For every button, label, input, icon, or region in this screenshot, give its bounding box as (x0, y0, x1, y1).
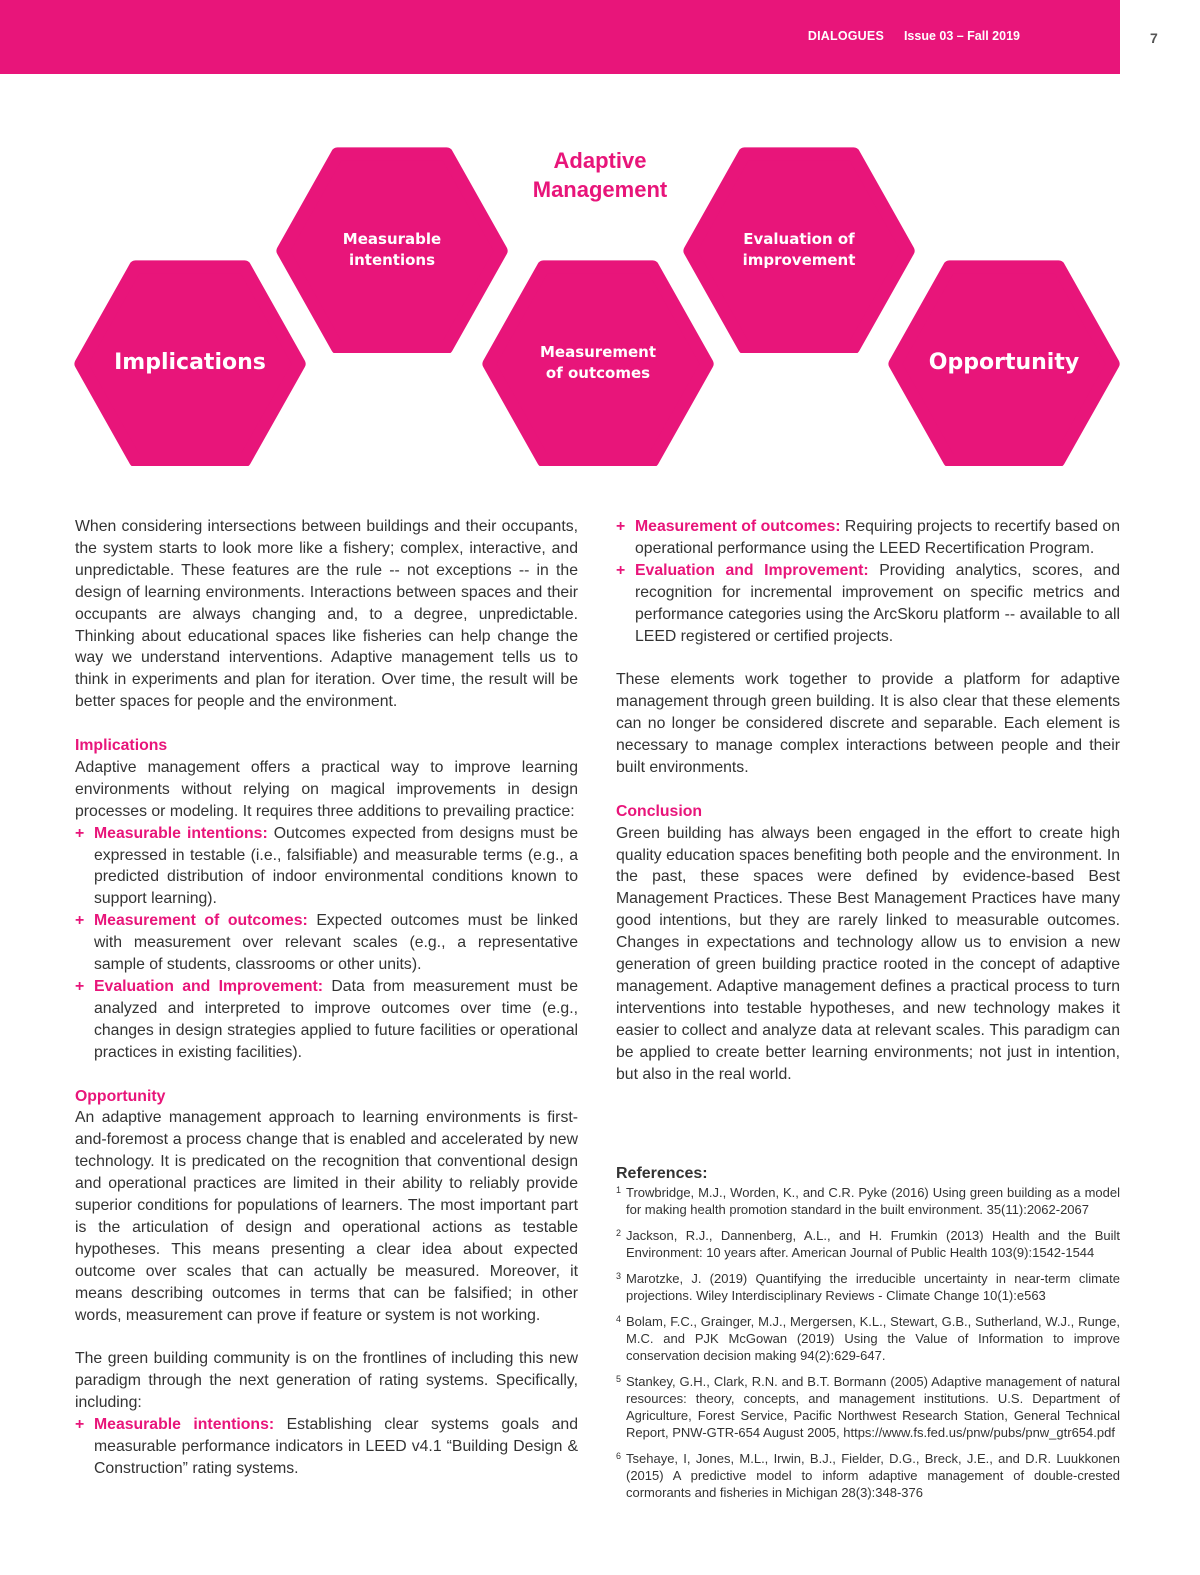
bullet-text: Outcomes expected from designs must be expressed in testable (i.e., falsifiable) and measurable terms (e.g., a predicted distribution of indoor environmental conditions known to support learning). (94, 824, 579, 908)
reference-text: Tsehaye, I, Jones, M.L., Irwin, B.J., Fielder, D.G., Breck, J.E., and D.R. Luukkonen (2015) A predictive model to inform adaptive management of double-crested cormorants and fisheries in Michigan 28(3):348-376 (626, 1451, 1120, 1500)
bullet-text: Expected outcomes must be linked with measurement over relevant scales (e.g., a representative sample of students, classrooms or other units). (94, 912, 578, 974)
issue-label: Issue 03 – Fall 2019 (903, 29, 1020, 43)
bullet-term: Evaluation and Improvement: (635, 561, 869, 579)
reference-text: Marotzke, J. (2019) Quantifying the irreducible uncertainty in near-term climate projections. Wiley Interdisciplinary Reviews - Climate Change 10(1):e563 (626, 1271, 1120, 1303)
bullet-term: Evaluation and Improvement: (94, 978, 324, 996)
reference-number: 2 (616, 1228, 622, 1238)
bullet-term: Measurable intentions: (94, 824, 268, 842)
reference-text: Stankey, G.H., Clark, R.N. and B.T. Bormann (2005) Adaptive management of natural resources: theory, concepts, and management institutions. U.S. Department of Agriculture, Forest Service, Pacific Northwest Research Station, General Technical Report, PNW-GTR-654 August 2005, https://www.fs.fed.us/pnw/pubs/pnw_gtr654.pdf (626, 1374, 1120, 1440)
hexagon-label: Opportunity (928, 350, 1080, 375)
bullet-text: Establishing clear systems goals and measurable performance indicators in LEED v4.1 “Building Design & Construction” rating systems. (94, 1416, 578, 1477)
plus-icon: + (75, 978, 85, 996)
list-item (75, 976, 578, 1064)
list-item (75, 823, 578, 911)
list-item (616, 516, 1120, 560)
bullet-term: Measurement of outcomes: (94, 912, 308, 930)
opportunity-heading: Opportunity (75, 1087, 166, 1105)
reference-number: 6 (616, 1451, 622, 1461)
plus-icon: + (616, 561, 626, 579)
bullet-text: Requiring projects to recertify based on operational performance using the LEED Recertification Program. (635, 518, 1120, 557)
plus-icon: + (75, 912, 85, 930)
reference-number: 4 (616, 1314, 622, 1324)
conclusion-heading: Conclusion (616, 802, 703, 820)
reference-number: 5 (616, 1374, 622, 1384)
bullet-term: Measurable intentions: (94, 1416, 275, 1434)
reference-item (616, 1227, 1120, 1261)
plus-icon: + (75, 1416, 85, 1434)
bullet-text: Providing analytics, scores, and recognition for incremental improvement on specific metrics and performance categories using the ArcSkoru platform -- available to all LEED registered or certified projects. (635, 561, 1120, 645)
references-title: References: (616, 1165, 708, 1182)
hexagon-label: Measurable intentions (342, 230, 442, 269)
reference-number: 1 (616, 1185, 622, 1195)
plus-icon: + (616, 518, 626, 535)
reference-text: Jackson, R.J., Dannenberg, A.L., and H. Frumkin (2013) Health and the Built Environment: 10 years after. American Journal of Public Health 103(9):1542-1544 (626, 1228, 1120, 1260)
reference-item (616, 1270, 1120, 1304)
publication-name: DIALOGUES (807, 29, 884, 43)
reference-item (616, 1373, 1120, 1441)
plus-icon: + (75, 824, 85, 842)
hexagon-evaluation-of-improvement (683, 147, 915, 353)
list-item (75, 1414, 578, 1480)
intro-paragraph: When considering intersections between buildings and their occupants, the system starts to look more like a fishery; complex, interactive, and unpredictable. These features are the rule -- not exceptions -- in the design of learning environments. Interactions between spaces and their occupants are always changing and, to a degree, unpredictable. Thinking about educational spaces like fisheries can help change the way we understand interventions. Adaptive management tells us to think in experiments and plan for iteration. Over time, the result will be better spaces for people and the environment. (75, 518, 578, 711)
hexagon-measurable-intentions (276, 147, 508, 353)
bullet-term: Measurement of outcomes: (635, 518, 841, 535)
list-item (75, 910, 578, 976)
reference-text: Trowbridge, M.J., Worden, K., and C.R. Pyke (2016) Using green building as a model for making health promotion standard in the built environment. 35(11):2062-2067 (626, 1185, 1120, 1217)
references-section (616, 1165, 1120, 1510)
reference-number: 3 (616, 1271, 622, 1281)
reference-item (616, 1450, 1120, 1501)
hexagon-opportunity (888, 260, 1120, 466)
page-number: 7 (1150, 30, 1158, 46)
hexagon-measurement-of-outcomes (482, 260, 714, 466)
reference-text: Bolam, F.C., Grainger, M.J., Mergersen, K.L., Stewart, G.B., Sutherland, W.J., Runge, M.C. and PJK McGowan (2019) Using the Value of Information to improve conservation decision making 94(2):629-647. (626, 1314, 1120, 1363)
bullet-text: Data from measurement must be analyzed and interpreted to improve outcomes over time (e.g., changes in design strategies applied to future facilities or operational practices in existing facilities). (94, 978, 578, 1061)
adaptive-management-diagram (0, 140, 1200, 480)
list-item (616, 560, 1120, 648)
left-column (75, 516, 578, 1480)
right-column (616, 516, 1120, 1086)
reference-item (616, 1313, 1120, 1364)
implications-heading: Implications (75, 737, 168, 755)
reference-item (616, 1184, 1120, 1218)
hexagon-label: Implications (114, 350, 266, 375)
implications-paragraph: Adaptive management offers a practical way to improve learning environments without relying on magical improvements in design processes or modeling. It requires three additions to prevailing practice: (75, 758, 578, 820)
header-bar (0, 0, 1120, 74)
diagram-title: Adaptive Management (532, 148, 668, 202)
elements-paragraph: These elements work together to provide a platform for adaptive management through green building. It is also clear that these elements can no longer be considered discrete and separable. Each element is necessary to manage complex interactions between people and their built environments. (616, 671, 1120, 776)
hexagon-label: Evaluation of improvement (742, 230, 856, 269)
conclusion-paragraph: Green building has always been engaged in the effort to create high quality education spaces benefiting both people and the environment. In the past, these spaces were defined by evidence-based Best Management Practices. These Best Management Practices have many good intentions, but they are rarely linked to measurable outcomes. Changes in expectations and technology allow us to envision a new generation of green building practice rooted in the concept of adaptive management. Adaptive management defines a practical process to turn interventions into testable hypotheses, and new technology makes it easier to collect and analyze data at relevant scales. This paradigm can be applied to create better learning environments; not just in intention, but also in the real world. (616, 824, 1120, 1083)
opportunity-paragraph: An adaptive management approach to learning environments is first-and-foremost a process change that is enabled and accelerated by new technology. It is predicated on the recognition that conventional design and operational practices are limited in their ability to reliably provide superior conditions for populations of learners. The most important part is the articulation of design and operational actions as testable hypotheses. This means presenting a clear idea about expected outcome over scales that can actually be measured. Moreover, it means describing outcomes in terms that can be falsified; in other words, measurement can prove if feature or system is not working. (75, 1109, 578, 1324)
hexagon-label: Measurement of outcomes (539, 343, 657, 382)
hexagon-implications (74, 260, 306, 466)
community-paragraph: The green building community is on the frontlines of including this new paradigm through the next generation of rating systems. Specifically, including: (75, 1350, 578, 1412)
